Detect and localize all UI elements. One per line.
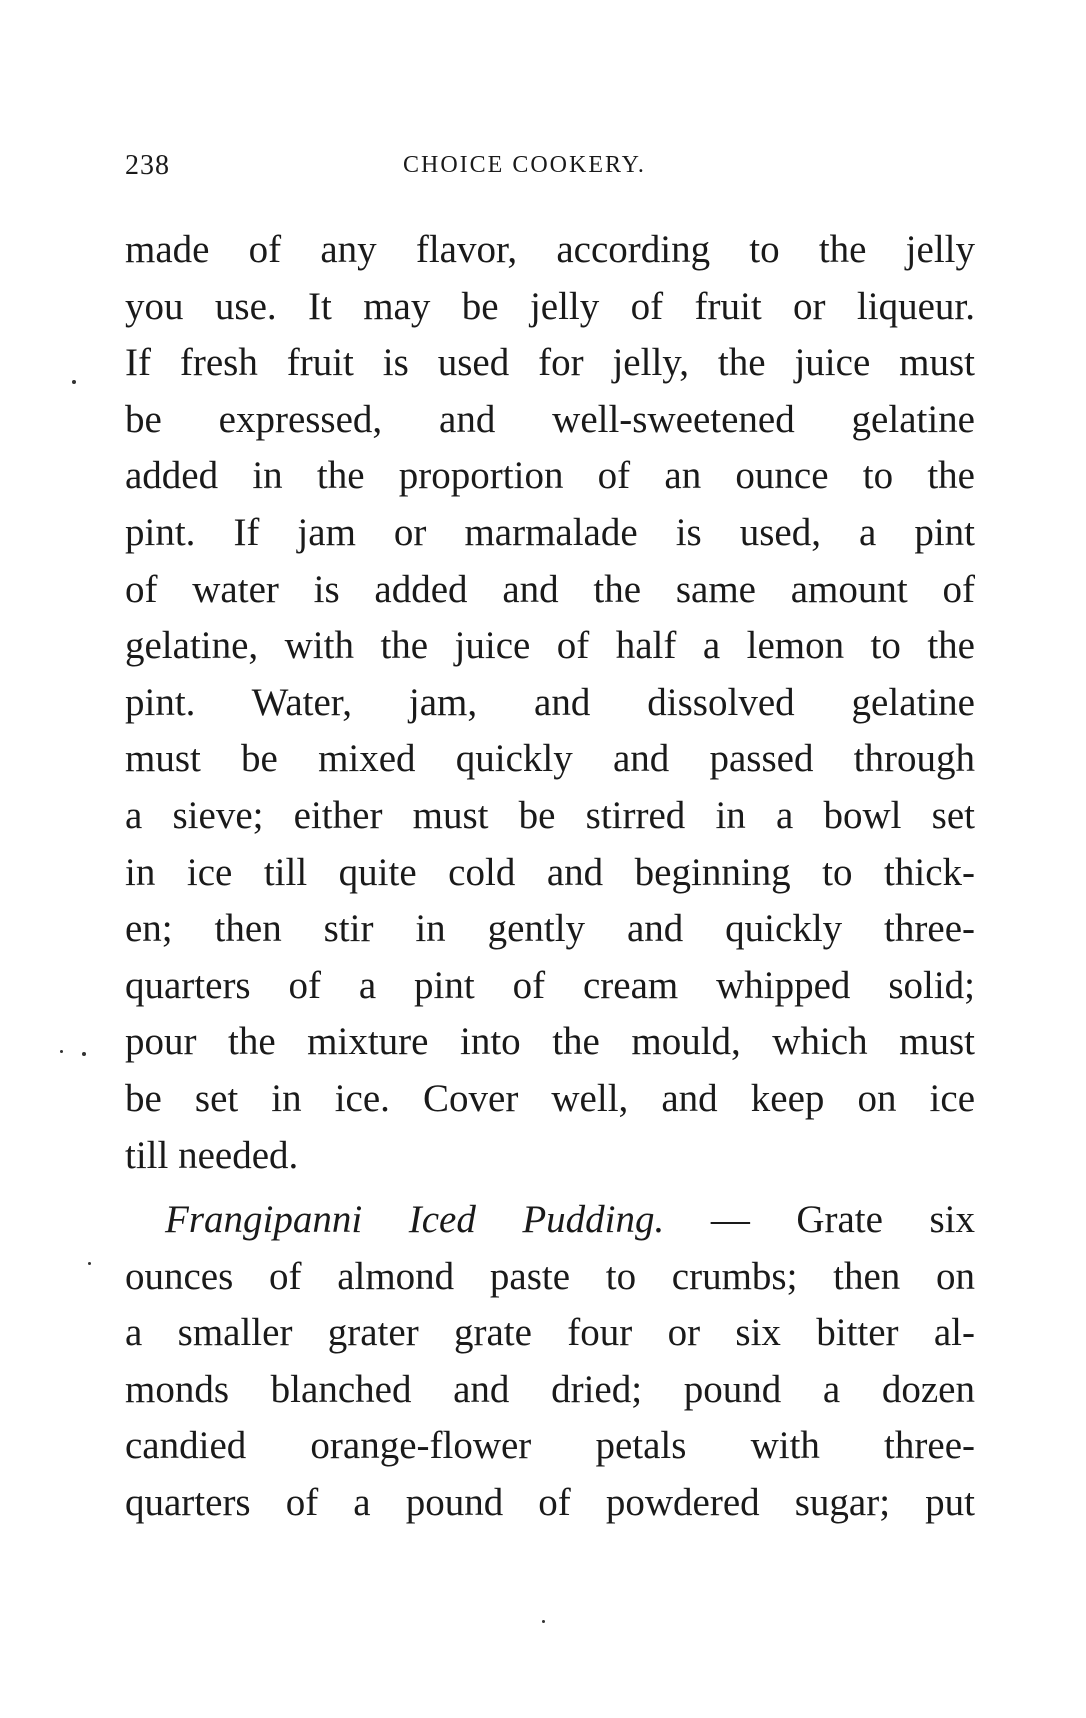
text-line: en; then stir in gently and quickly three-	[125, 907, 975, 951]
scan-speck	[60, 1050, 63, 1053]
recipe-title: Frangipanni Iced Pudding.	[165, 1198, 665, 1242]
text-line: till needed.	[125, 1133, 299, 1177]
text-line: must be mixed quickly and passed through	[125, 737, 975, 781]
text-line: gelatine, with the juice of half a lemon to the	[125, 624, 975, 668]
text-line: be set in ice. Cover well, and keep on ice	[125, 1076, 975, 1120]
text-line: a sieve; either must be stirred in a bowl set	[125, 793, 975, 837]
paragraph-frangipanni-pudding	[125, 1192, 975, 1532]
text-line: in ice till quite cold and beginning to thick-	[125, 850, 975, 894]
paragraph-jelly-instructions	[125, 222, 975, 1184]
page-header	[125, 150, 985, 190]
text-line: added in the proportion of an ounce to the	[125, 454, 975, 498]
text-line: ounces of almond paste to crumbs; then on	[125, 1254, 975, 1298]
text-line: be expressed, and well-sweetened gelatine	[125, 397, 975, 441]
text-line: pint. If jam or marmalade is used, a pint	[125, 510, 975, 554]
text-line: candied orange-flower petals with three-	[125, 1424, 975, 1468]
text-line: pour the mixture into the mould, which must	[125, 1020, 975, 1064]
scan-speck	[82, 1052, 86, 1056]
text-line	[125, 1192, 975, 1249]
scan-speck	[88, 1262, 91, 1265]
text-line: If fresh fruit is used for jelly, the juice must	[125, 341, 975, 385]
page-number: 238	[125, 150, 170, 181]
running-head: CHOICE COOKERY.	[403, 152, 646, 178]
body-text	[125, 222, 975, 1532]
text-line: a smaller grater grate four or six bitter al-	[125, 1311, 975, 1355]
scan-speck	[72, 380, 76, 384]
text-line: monds blanched and dried; pound a dozen	[125, 1367, 975, 1411]
text-line: quarters of a pint of cream whipped solid;	[125, 963, 975, 1007]
text-line: made of any flavor, according to the jelly	[125, 228, 975, 271]
text-line: you use. It may be jelly of fruit or liqueur.	[125, 284, 975, 328]
text-line: of water is added and the same amount of	[125, 567, 975, 611]
text-line: quarters of a pound of powdered sugar; put	[125, 1481, 975, 1525]
scan-speck	[542, 1620, 545, 1623]
recipe-title-continuation: — Grate six	[710, 1198, 975, 1242]
text-line: pint. Water, jam, and dissolved gelatine	[125, 680, 975, 724]
